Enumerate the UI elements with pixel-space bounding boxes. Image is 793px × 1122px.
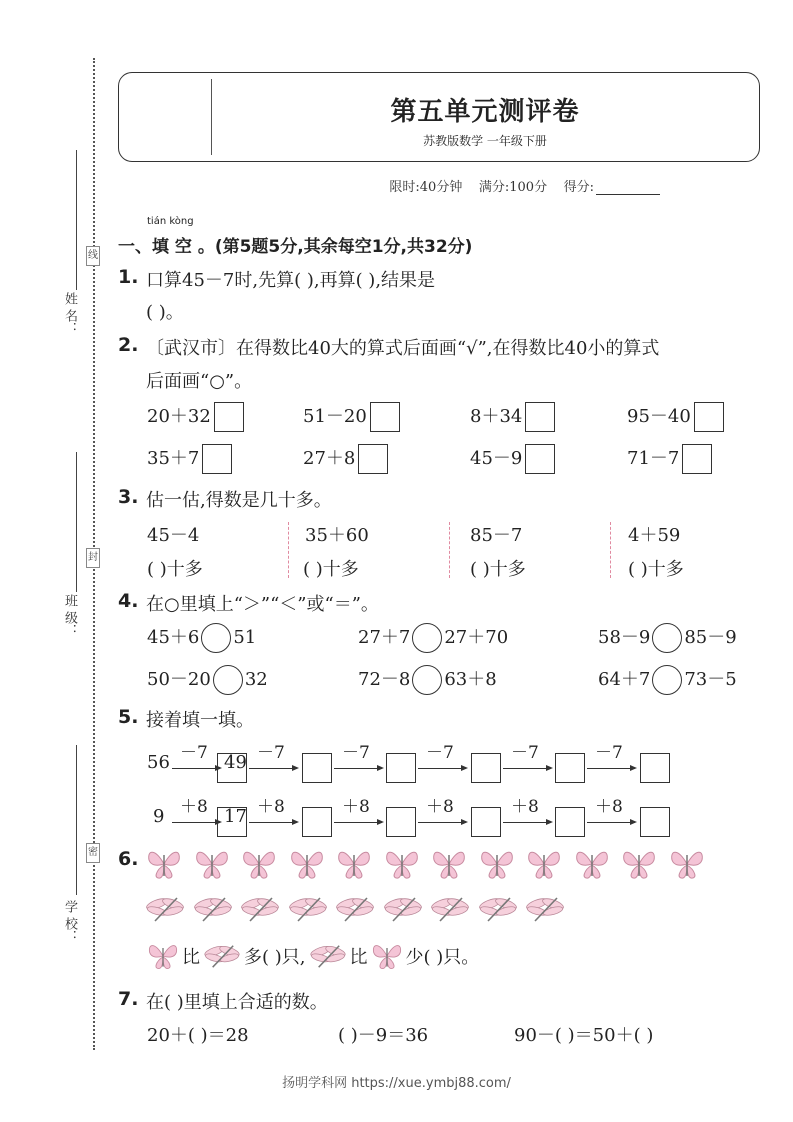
butterfly-icon bbox=[430, 846, 468, 882]
sequence-operator: ＋8 bbox=[257, 797, 285, 817]
school-write-line bbox=[76, 745, 77, 895]
sequence-operator: ＋8 bbox=[511, 797, 539, 817]
q4-compare: 45＋6 51 bbox=[147, 623, 256, 653]
dragonfly-icon bbox=[525, 894, 565, 924]
q2-line2: 后面画“○”。 bbox=[146, 371, 253, 392]
answer-box[interactable] bbox=[471, 753, 501, 783]
butterfly-icon bbox=[525, 846, 563, 882]
butterfly-icon bbox=[573, 846, 611, 882]
q4-compare: 58－9 85－9 bbox=[598, 623, 737, 653]
q3-expr: 45－4 bbox=[147, 525, 200, 546]
exam-info bbox=[389, 176, 660, 195]
q3-blank[interactable]: ( )十多 bbox=[470, 559, 526, 580]
butterfly-icon bbox=[478, 846, 516, 882]
arrow-icon bbox=[418, 822, 466, 823]
compare-circle[interactable] bbox=[213, 665, 243, 695]
time-limit: 限时:40分钟 bbox=[389, 180, 463, 195]
arrow-icon bbox=[334, 822, 382, 823]
q7-text: 在( )里填上合适的数。 bbox=[146, 992, 328, 1013]
q4-compare: 72－8 63＋8 bbox=[358, 665, 497, 695]
sequence-start: 9 bbox=[153, 806, 165, 827]
dragonfly-icon bbox=[335, 894, 375, 924]
answer-box[interactable] bbox=[358, 444, 388, 474]
compare-circle[interactable] bbox=[412, 623, 442, 653]
class-label: 班 级： bbox=[62, 594, 77, 638]
answer-box[interactable] bbox=[682, 444, 712, 474]
q2-item: 95－40 bbox=[627, 402, 724, 432]
answer-box[interactable] bbox=[302, 753, 332, 783]
butterfly-icon bbox=[620, 846, 658, 882]
dragonfly-icon bbox=[240, 894, 280, 924]
arrow-icon bbox=[503, 822, 551, 823]
divider bbox=[610, 522, 611, 578]
sequence-operator: －7 bbox=[595, 743, 623, 763]
arrow-icon bbox=[249, 768, 297, 769]
arrow-icon bbox=[172, 768, 220, 769]
compare-circle[interactable] bbox=[652, 665, 682, 695]
score-blank[interactable] bbox=[596, 194, 660, 195]
q7-item[interactable]: 90－( )＝50＋( ) bbox=[514, 1025, 654, 1046]
dragonfly-icon bbox=[430, 894, 470, 924]
cut-mark-3: 密 bbox=[86, 843, 100, 863]
answer-box[interactable] bbox=[694, 402, 724, 432]
q7-number: 7. bbox=[118, 988, 139, 1010]
q4-compare: 27＋7 27＋70 bbox=[358, 623, 508, 653]
sequence-operator: ＋8 bbox=[342, 797, 370, 817]
arrow-icon bbox=[172, 822, 220, 823]
q2-item: 20＋32 bbox=[147, 402, 244, 432]
butterfly-icon bbox=[668, 846, 706, 882]
name-write-line bbox=[76, 150, 77, 290]
q5-text: 接着填一填。 bbox=[146, 710, 254, 731]
butterfly-icon bbox=[370, 940, 404, 972]
butterfly-icon bbox=[288, 846, 326, 882]
arrow-icon bbox=[503, 768, 551, 769]
answer-box[interactable] bbox=[640, 753, 670, 783]
q4-text: 在○里填上“＞”“＜”或“＝”。 bbox=[146, 594, 379, 615]
q3-blank[interactable]: ( )十多 bbox=[147, 559, 203, 580]
q6-sentence bbox=[146, 940, 479, 972]
sequence-operator: －7 bbox=[426, 743, 454, 763]
q4-compare: 50－20 32 bbox=[147, 665, 268, 695]
sequence-operator: －7 bbox=[180, 743, 208, 763]
q2-item: 71－7 bbox=[627, 444, 712, 474]
sequence-operator: －7 bbox=[342, 743, 370, 763]
cut-mark-2: 封 bbox=[86, 548, 100, 568]
q4-number: 4. bbox=[118, 590, 139, 612]
divider bbox=[288, 522, 289, 578]
arrow-icon bbox=[249, 822, 297, 823]
answer-box[interactable] bbox=[386, 753, 416, 783]
compare-circle[interactable] bbox=[652, 623, 682, 653]
arrow-icon bbox=[587, 768, 635, 769]
q3-expr: 35＋60 bbox=[305, 525, 369, 546]
q7-item[interactable]: 20＋( )＝28 bbox=[147, 1025, 249, 1046]
sequence-operator: ＋8 bbox=[426, 797, 454, 817]
q3-text: 估一估,得数是几十多。 bbox=[146, 490, 332, 511]
dragonfly-icon bbox=[193, 894, 233, 924]
answer-box[interactable] bbox=[555, 807, 585, 837]
sequence-operator: －7 bbox=[257, 743, 285, 763]
q2-item: 27＋8 bbox=[303, 444, 388, 474]
q6-blank[interactable]: 多( )只, bbox=[244, 947, 306, 968]
q2-item: 35＋7 bbox=[147, 444, 232, 474]
answer-box[interactable] bbox=[640, 807, 670, 837]
q2-number: 2. bbox=[118, 334, 139, 356]
butterfly-icon bbox=[146, 940, 180, 972]
answer-box[interactable] bbox=[370, 402, 400, 432]
arrow-icon bbox=[418, 768, 466, 769]
q1-number: 1. bbox=[118, 266, 139, 288]
q6-word: 比 bbox=[182, 947, 200, 968]
sequence-operator: －7 bbox=[511, 743, 539, 763]
answer-box[interactable] bbox=[525, 402, 555, 432]
exam-title: 第五单元测评卷 bbox=[390, 97, 580, 127]
class-write-line bbox=[76, 452, 77, 592]
q4-compare: 64＋7 73－5 bbox=[598, 665, 737, 695]
divider bbox=[449, 522, 450, 578]
butterfly-icon bbox=[335, 846, 373, 882]
name-label: 姓 名： bbox=[62, 292, 77, 336]
sequence-operator: ＋8 bbox=[180, 797, 208, 817]
dragonfly-icon bbox=[308, 942, 348, 970]
q1-line2: ( )。 bbox=[146, 302, 184, 323]
answer-box[interactable] bbox=[202, 444, 232, 474]
q3-blank[interactable]: ( )十多 bbox=[628, 559, 684, 580]
dragonfly-icon bbox=[145, 894, 185, 924]
q5-number: 5. bbox=[118, 706, 139, 728]
butterfly-icon bbox=[145, 846, 183, 882]
full-score: 满分:100分 bbox=[478, 180, 548, 195]
arrow-icon bbox=[587, 822, 635, 823]
q2-line1: 〔武汉市〕在得数比40大的算式后面画“√”,在得数比40小的算式 bbox=[146, 338, 660, 359]
sequence-value: 17 bbox=[224, 806, 247, 827]
q2-item: 8＋34 bbox=[470, 402, 555, 432]
answer-box[interactable] bbox=[217, 753, 247, 783]
dragonfly-icon bbox=[383, 894, 423, 924]
q6-word: 比 bbox=[349, 947, 368, 968]
butterfly-icon bbox=[383, 846, 421, 882]
answer-box[interactable] bbox=[214, 402, 244, 432]
sequence-value: 49 bbox=[224, 752, 247, 773]
compare-circle[interactable] bbox=[201, 623, 231, 653]
exam-header bbox=[118, 72, 760, 162]
q2-item: 45－9 bbox=[470, 444, 555, 474]
answer-box[interactable] bbox=[471, 807, 501, 837]
q3-expr: 4＋59 bbox=[628, 525, 681, 546]
section-pinyin: tián kòng bbox=[147, 216, 194, 227]
answer-box[interactable] bbox=[555, 753, 585, 783]
section-heading: 一、填 空 。(第5题5分,其余每空1分,共32分) bbox=[118, 237, 473, 257]
q6-number: 6. bbox=[118, 848, 139, 870]
butterfly-icon bbox=[240, 846, 278, 882]
arrow-icon bbox=[334, 768, 382, 769]
sequence-operator: ＋8 bbox=[595, 797, 623, 817]
exam-subtitle: 苏教版数学 一年级下册 bbox=[423, 134, 547, 148]
q1-line1: 口算45－7时,先算( ),再算( ),结果是 bbox=[146, 270, 436, 291]
compare-circle[interactable] bbox=[412, 665, 442, 695]
answer-box[interactable] bbox=[386, 807, 416, 837]
score-label: 得分: bbox=[563, 180, 594, 195]
q3-expr: 85－7 bbox=[470, 525, 523, 546]
cut-mark-1: 线 bbox=[86, 246, 100, 266]
sequence-start: 56 bbox=[147, 752, 170, 773]
butterfly-icon bbox=[193, 846, 231, 882]
school-label: 学 校： bbox=[62, 900, 77, 944]
dragonfly-icon bbox=[288, 894, 328, 924]
q2-item: 51－20 bbox=[303, 402, 400, 432]
q6-blank[interactable]: 少( )只。 bbox=[405, 947, 480, 968]
answer-box[interactable] bbox=[217, 807, 247, 837]
q3-blank[interactable]: ( )十多 bbox=[303, 559, 359, 580]
q3-number: 3. bbox=[118, 486, 139, 508]
footer-watermark: 扬明学科网 https://xue.ymbj88.com/ bbox=[282, 1076, 511, 1091]
dragonfly-icon bbox=[478, 894, 518, 924]
dragonfly-icon bbox=[202, 942, 242, 970]
answer-box[interactable] bbox=[302, 807, 332, 837]
answer-box[interactable] bbox=[525, 444, 555, 474]
q7-item[interactable]: ( )－9＝36 bbox=[338, 1025, 429, 1046]
